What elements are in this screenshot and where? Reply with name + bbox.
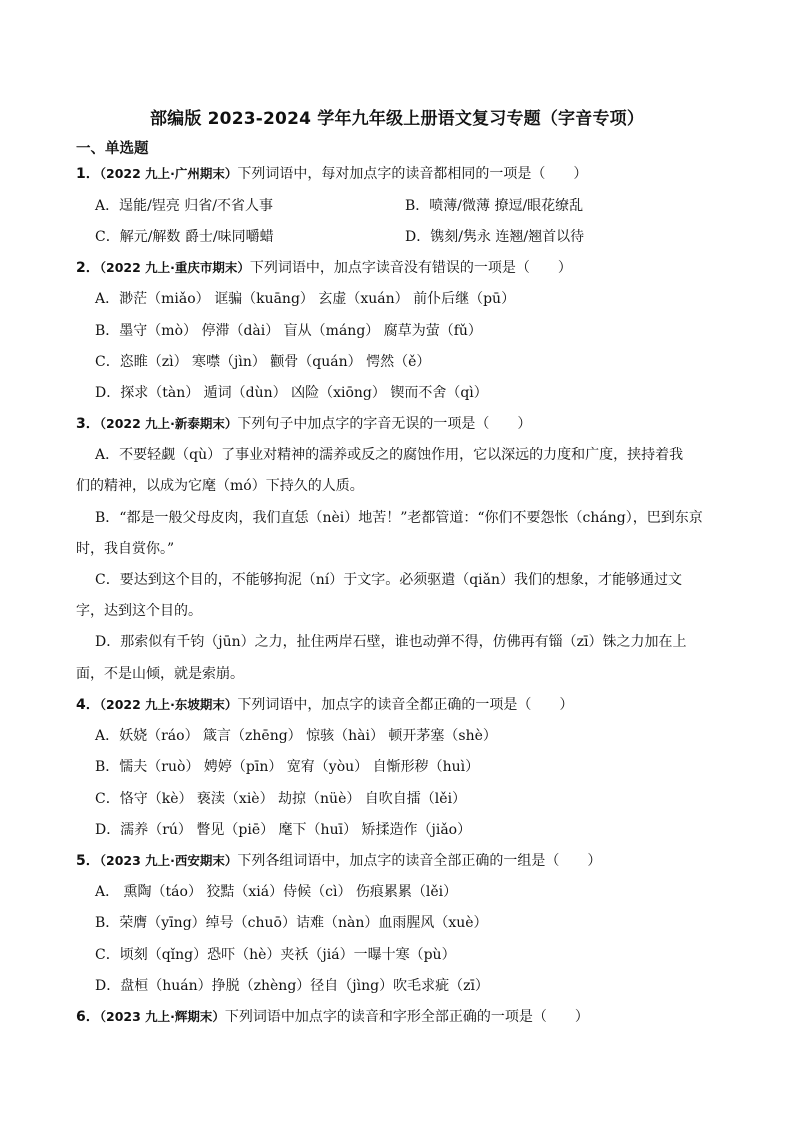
page-title: 部编版 2023-2024 学年九年级上册语文复习专题（字音专项） [149,109,645,129]
question-stem: 下列各组词语中，加点字的读音全部正确的一组是（ ） [237,853,602,869]
question-3 [76,414,531,434]
option-a: A．逞能/锃亮 归省/不省人事 [95,198,273,214]
question-1 [76,164,587,184]
question-stem: 下列词语中加点字的读音和字形全部正确的一项是（ ） [224,1009,589,1025]
option-a-line-2: 们的精神，以成为它麾（mó）下持久的人质。 [76,478,364,494]
option-a: A．妖娆（ráo） 箴言（zhēng） 惊骇（hài） 顿开茅塞（shè） [95,728,497,744]
question-stem: 下列词语中，加点字读音没有错误的一项是（ ） [249,260,572,276]
question-stem: 下列词语中，每对加点字的读音都相同的一项是（ ） [237,166,588,182]
option-b: B．喷薄/微薄 撩逗/眼花缭乱 [405,198,584,214]
question-source: （2023 九上·西安期末） [99,853,238,868]
question-number: 1． [76,166,100,182]
question-source: （2023 九上·辉期末） [99,1009,225,1024]
question-source: （2022 九上·新泰期末） [99,416,238,431]
option-b: B．荣膺（yīng）绰号（chuō）诘难（nàn）血雨腥风（xuè） [95,915,488,931]
question-4 [76,695,573,715]
option-c: C．解元/解数 爵士/味同嚼蜡 [95,229,274,245]
option-c: C．恣睢（zì） 寒噤（jìn） 颧骨（quán） 愕然（ě） [95,354,431,370]
question-source: （2022 九上·广州期末） [99,166,238,181]
option-b-line-1: B．“都是一般父母皮肉，我们直恁（nèi）地苦！”老都管道：“你们不要怨怅（cháng），巴到东京 [95,510,703,526]
option-c-line-1: C．要达到这个目的，不能够拘泥（ní）于文字。必须驱遣（qiǎn）我们的想象，才能够通过文 [95,572,683,588]
option-d-line-2: 面，不是山倾，就是索崩。 [76,666,244,682]
question-number: 6． [76,1009,100,1025]
option-d-line-1: D．那索似有千钧（jūn）之力，扯住两岸石壁，谁也动弹不得，仿佛再有锱（zī）铢之力加在上 [95,634,687,650]
option-b: B．懦夫（ruò） 娉婷（pīn） 宽宥（yòu） 自惭形秽（huì） [95,759,480,775]
question-number: 2． [76,260,100,276]
question-stem: 下列词语中，加点字的读音全都正确的一项是（ ） [237,697,574,713]
question-source: （2022 九上·重庆市期末） [99,260,250,275]
option-c: C．顷刻（qǐng）恐吓（hè）夹袄（jiá）一曝十寒（pù） [95,947,456,963]
option-b: B．墨守（mò） 停滞（dài） 盲从（máng） 腐草为萤（fǔ） [95,323,482,339]
question-number: 3． [76,416,100,432]
option-d: D．探求（tàn） 遁词（dùn） 凶险（xiōng） 锲而不舍（qì） [95,385,488,401]
option-c: C．恪守（kè） 亵渎（xiè） 劫掠（nüè） 自吹自擂（lěi） [95,791,467,807]
question-2 [76,258,572,278]
question-6 [76,1007,589,1027]
option-d: D．濡养（rú） 瞥见（piē） 麾下（huī） 矫揉造作（jiǎo） [95,822,472,838]
question-number: 5． [76,853,100,869]
option-a: A． 熏陶（táo） 狡黠（xiá）侍候（cì） 伤痕累累（lěi） [95,884,458,900]
option-d: D．盘桓（huán）挣脱（zhèng）径自（jìng）吹毛求疵（zī） [95,978,489,994]
option-c-line-2: 字，达到这个目的。 [76,603,202,619]
option-a: A．渺茫（miǎo） 诓骗（kuāng） 玄虚（xuán） 前仆后继（pū） [95,291,516,307]
question-source: （2022 九上·东坡期末） [99,697,238,712]
option-a-line-1: A．不要轻觑（qù）了事业对精神的濡养或反之的腐蚀作用，它以深远的力度和广度，挟持着我 [95,447,684,463]
question-5 [76,851,601,871]
question-number: 4． [76,697,100,713]
option-b-line-2: 时，我自赏你。” [76,541,175,557]
section-heading: 一、单选题 [76,141,149,157]
question-stem: 下列句子中加点字的字音无误的一项是（ ） [237,416,532,432]
option-d: D．镌刻/隽永 连翘/翘首以待 [405,229,585,245]
